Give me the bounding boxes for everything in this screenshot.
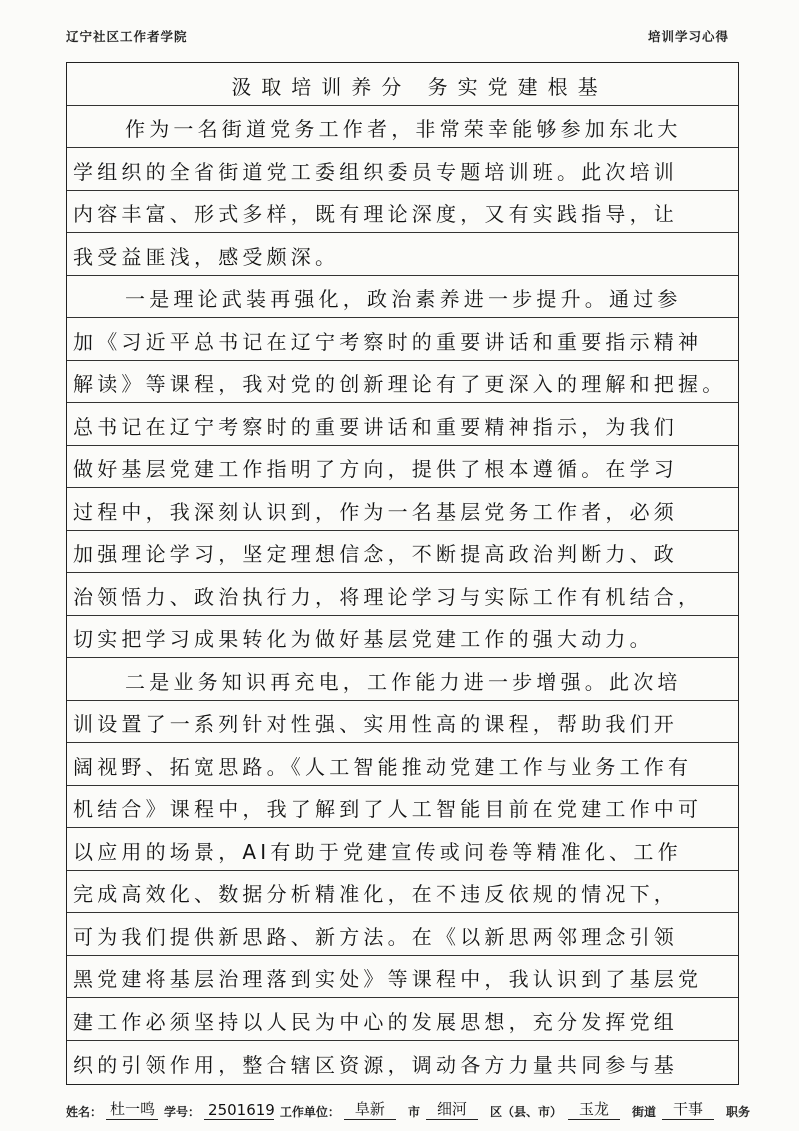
unit-label: 工作单位： (279, 1105, 340, 1119)
grid-row (67, 233, 738, 276)
essay-line: 我受益匪浅，感受颇深。 (73, 244, 340, 269)
position-suffix: 职务 (725, 1105, 750, 1119)
grid-row (67, 701, 738, 744)
essay-line: 解读》等课程，我对党的创新理论有了更深入的理解和把握。 (73, 372, 727, 397)
essay-line: 一是理论武装再强化，政治素养进一步提升。通过参 (125, 287, 682, 312)
essay-line: 作为一名街道党务工作者，非常荣幸能够参加东北大 (125, 117, 682, 142)
essay-line: 织的引领作用，整合辖区资源，调动各方力量共同参与基 (73, 1053, 678, 1078)
grid-row (67, 148, 738, 191)
grid-row (67, 318, 738, 361)
student-id-value: 2501619 (204, 1101, 274, 1120)
essay-line: 二是业务知识再充电，工作能力进一步增强。此次培 (125, 669, 682, 694)
essay-line: 总书记在辽宁考察时的重要讲话和重要精神指示，为我们 (73, 414, 678, 439)
grid-row (67, 658, 738, 701)
essay-title: 汲取培训养分 务实党建根基 (231, 74, 608, 99)
grid-row (67, 488, 738, 531)
footer-info (66, 1094, 756, 1120)
grid-row (67, 403, 738, 446)
essay-line: 做好基层党建工作指明了方向，提供了根本遵循。在学习 (73, 457, 678, 482)
essay-line: 以应用的场景，AI有助于党建宣传或问卷等精准化、工作 (73, 839, 682, 864)
grid-row (67, 828, 738, 871)
grid-row (67, 913, 738, 956)
grid-row (67, 871, 738, 914)
city-suffix: 市 (407, 1105, 420, 1119)
position-value: 干事 (662, 1098, 714, 1120)
grid-row (67, 191, 738, 234)
name-value: 杜一鸣 (106, 1098, 158, 1120)
grid-row (67, 998, 738, 1041)
district-value: 细河 (426, 1098, 478, 1120)
essay-line: 建工作必须坚持以人民为中心的发展思想，充分发挥党组 (73, 1009, 678, 1034)
street-value: 玉龙 (568, 1098, 620, 1120)
essay-line: 加《习近平总书记在辽宁考察时的重要讲话和重要指示精神 (73, 329, 703, 354)
grid-row (67, 276, 738, 319)
city-value: 阜新 (344, 1098, 396, 1120)
grid-row (67, 786, 738, 829)
grid-row (67, 531, 738, 574)
essay-line: 学组织的全省街道党工委组织委员专题培训班。此次培训 (73, 159, 678, 184)
essay-line: 完成高效化、数据分析精准化，在不违反依规的情况下， (73, 882, 678, 907)
essay-line: 机结合》课程中，我了解到了人工智能目前在党建工作中可 (73, 797, 703, 822)
grid-row (67, 106, 738, 149)
essay-line: 治领悟力、政治执行力，将理论学习与实际工作有机结合， (73, 584, 703, 609)
header-institution: 辽宁社区工作者学院 (66, 29, 188, 44)
essay-line: 过程中，我深刻认识到，作为一名基层党务工作者，必须 (73, 499, 678, 524)
grid-row (67, 63, 738, 106)
essay-line: 内容丰富、形式多样，既有理论深度，又有实践指导，让 (73, 202, 678, 227)
grid-row (67, 616, 738, 659)
essay-line: 阔视野、拓宽思路。《人工智能推动党建工作与业务工作有 (73, 754, 693, 779)
grid-row (67, 361, 738, 404)
essay-line: 加强理论学习，坚定理想信念，不断提高政治判断力、政 (73, 542, 678, 567)
district-suffix: 区（县、市） (489, 1105, 562, 1119)
student-id-label: 学号： (164, 1105, 201, 1119)
essay-line: 可为我们提供新思路、新方法。在《以新思两邻理念引领 (73, 924, 678, 949)
writing-grid (66, 62, 739, 1085)
name-label: 姓名： (66, 1105, 103, 1119)
grid-row (67, 743, 738, 786)
header-doc-type: 培训学习心得 (647, 29, 729, 44)
street-suffix: 街道 (631, 1105, 656, 1119)
essay-line: 黑党建将基层治理落到实处》等课程中，我认识到了基层党 (73, 967, 703, 992)
grid-row (67, 446, 738, 489)
grid-row (67, 573, 738, 616)
essay-line: 训设置了一系列针对性强、实用性高的课程，帮助我们开 (73, 712, 678, 737)
grid-row (67, 1041, 738, 1084)
essay-line: 切实把学习成果转化为做好基层党建工作的强大动力。 (73, 627, 654, 652)
grid-row (67, 956, 738, 999)
